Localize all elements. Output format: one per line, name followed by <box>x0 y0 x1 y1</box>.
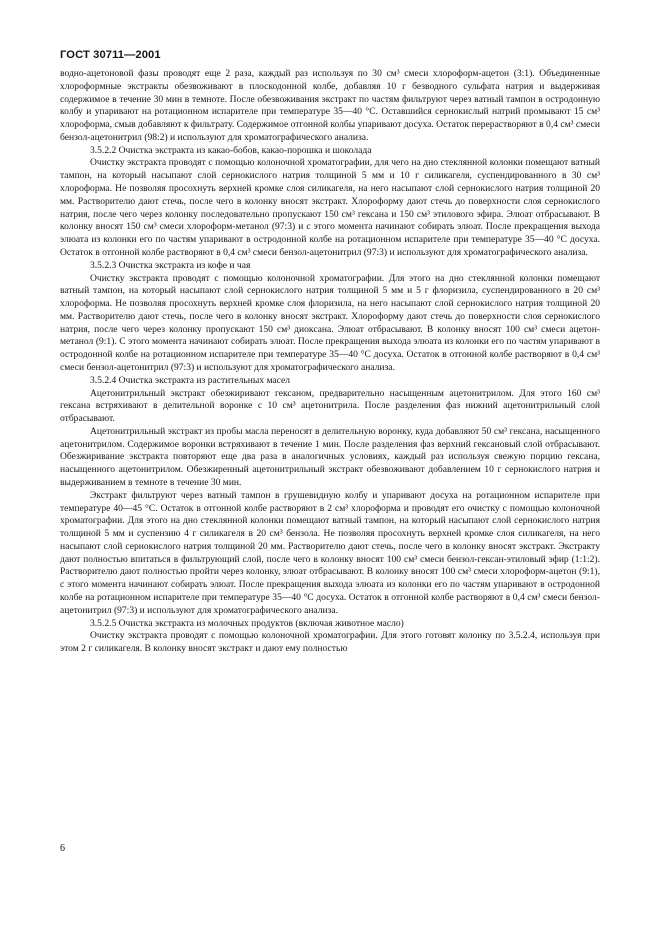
paragraph: Очистку экстракта проводят с помощью колоночной хроматографии. Для этого готовят колонку по 3.5.2.4, используя при этом 2 г силикагеля. В колонку вносят экстракт и дают ему полностью <box>60 630 600 655</box>
paragraph: водно-ацетоновой фазы проводят еще 2 раза, каждый раз используя по 30 см³ смеси хлороформ-ацетон (3:1). Объединенные хлороформные экстракты обезвоживают в плоскодонной колбе, добавляя 10 г безводного сульфата натрия и выдерживая содержимое в течение 30 мин в темноте. После обезвоживания экстракт по частям фильтруют через ватный тампон в остродонную колбу и упаривают на ротационном испарителе при температуре 35—40 °С. Оставшийся сернокислый натрий промывают 15 см³ хлороформа, смыв добавляют к фильтрату. Содержимое отгонной колбы упаривают досуха. Остаток перерастворяют в 0,4 см³ смеси бензол-ацетонитрил (98:2) и используют для хроматографического анализа. <box>60 68 601 143</box>
section-heading: 3.5.2.3 Очистка экстракта из кофе и чая <box>90 259 251 271</box>
section-heading: 3.5.2.2 Очистка экстракта из какао-бобов, какао-порошка и шоколада <box>90 144 372 156</box>
paragraph: Экстракт фильтруют через ватный тампон в грушевидную колбу и упаривают досуха на ротационном испарителе при температуре 40—45 °С. Остаток в отгонной колбе растворяют в 2 см³ хлороформа и проводят его очистку с помощью колоночной хроматографии. Для этого на дно стеклянной колонки помещают ватный тампон, на который насыпают слой сернокислого натрия толщиной 5 мм и суспензию 4 г силикагеля в 20 см³ бензола. Не позволяя просохнуть верхней кромке слоя силикагеля, на него насыпают слой сернокислого натрия толщиной 20 мм. Растворителю дают стечь, после чего в колонку вносят экстракт. Экстракту дают полностью впитаться в фильтрующий слой, после чего в колонку вносят 100 см³ смеси бензол-гексан-этиловый эфир (1:1:2). Растворителю дают полностью пройти через колонку, элюат отбрасывают. В колонку вносят 100 см³ смеси хлороформ-ацетон (9:1), с этого момента начинают собирать элюат. После прекращения выхода элюата из колонки его по частям упаривают в остродонной колбе на ротационном испарителе при температуре 35—40 °С досуха. Остаток в отгонной колбе растворяют в 0,4 см³ смеси бензол-ацетонитрил (97:3) и используют для хроматографического анализа. <box>60 489 600 616</box>
document-body <box>60 68 600 656</box>
paragraph: Очистку экстракта проводят с помощью колоночной хроматографии, для чего на дно стеклянной колонки помещают ватный тампон, на который насыпают слой сернокислого натрия толщиной 5 мм и 10 г силикагеля, суспендированного в 30 см³ хлороформа. Не позволяя просохнуть верхней кромке слоя силикагеля, на него насыпают слой сернокислого натрия толщиной 20 мм. Растворителю дают стечь, после чего в колонку вносят экстракт. Хлороформу дают стечь до поверхности слоя сернокислого натрия, после чего через колонку последовательно пропускают 150 см³ гексана и 150 см³ этилового эфира. Элюат отбрасывают. В колонку вносят 150 см³ смеси хлороформ-метанол (97:3) и с этого момента начинают собирать элюат. После прекращения выхода элюата из колонки его по частям упаривают в остродонной колбе на ротационном испарителе при температуре 35—40 °С досуха. Остаток в отгонной колбе растворяют в 0,4 см³ смеси бензол-ацетонитрил (97:3) и используют для хроматографического анализа. <box>60 157 600 258</box>
section-heading: 3.5.2.5 Очистка экстракта из молочных продуктов (включая животное масло) <box>90 617 404 629</box>
standard-header: ГОСТ 30711—2001 <box>60 49 161 61</box>
section-heading: 3.5.2.4 Очистка экстракта из растительных масел <box>90 374 291 386</box>
paragraph: Ацетонитрильный экстракт обезжиривают гексаном, предварительно насыщенным ацетонитрилом. Для этого 160 см³ гексана встряхивают в делительной воронке с 10 см³ ацетонитрила. После разделения фаз нижний ацетонитрильный слой отбрасывают. <box>60 387 600 425</box>
page-number: 6 <box>60 843 65 854</box>
paragraph: Очистку экстракта проводят с помощью колоночной хроматографии. Для этого на дно стеклянной колонки помещают ватный тампон, на который насыпают слой сернокислого натрия толщиной 5 мм и 5 г флоризила, суспендированного в 20 см³ хлороформа. Не позволяя просохнуть верхней кромке слоя флоризила, на него насыпают слой сернокислого натрия толщиной 20 мм. Растворителю дают стечь, после чего в колонку вносят экстракт. Хлороформу дают стечь до поверхности слоя сернокислого натрия, после чего через колонку пропускают 150 см³ диоксана. Элюат отбрасывают. В колонку вносят 100 см³ смеси ацетон-метанол (9:1). С этого момента начинают собирать элюат. После прекращения выхода элюата из колонки его по частям упаривают в остродонной колбе на ротационном испарителе при температуре 35—40 °С досуха. Остаток в отгонной колбе растворяют в 0,4 см³ смеси бензол-ацетонитрил (97:3) и используют для хроматографического анализа. <box>60 272 600 373</box>
paragraph: Ацетонитрильный экстракт из пробы масла переносят в делительную воронку, куда добавляют 50 см³ гексана, насыщенного ацетонитрилом. Содержимое воронки встряхивают в течение 1 мин. После разделения фаз верхний гексановый слой отбрасывают. Обезжиривание экстракта повторяют еще два раза в аналогичных условиях, каждый раз используя свежую порцию гексана, насыщенного ацетонитрилом. Обезжиренный ацетонитрильный экстракт обезвоживают добавлением 10 г сернокислого натрия и выдерживанием в темноте в течение 30 мин. <box>60 425 600 488</box>
